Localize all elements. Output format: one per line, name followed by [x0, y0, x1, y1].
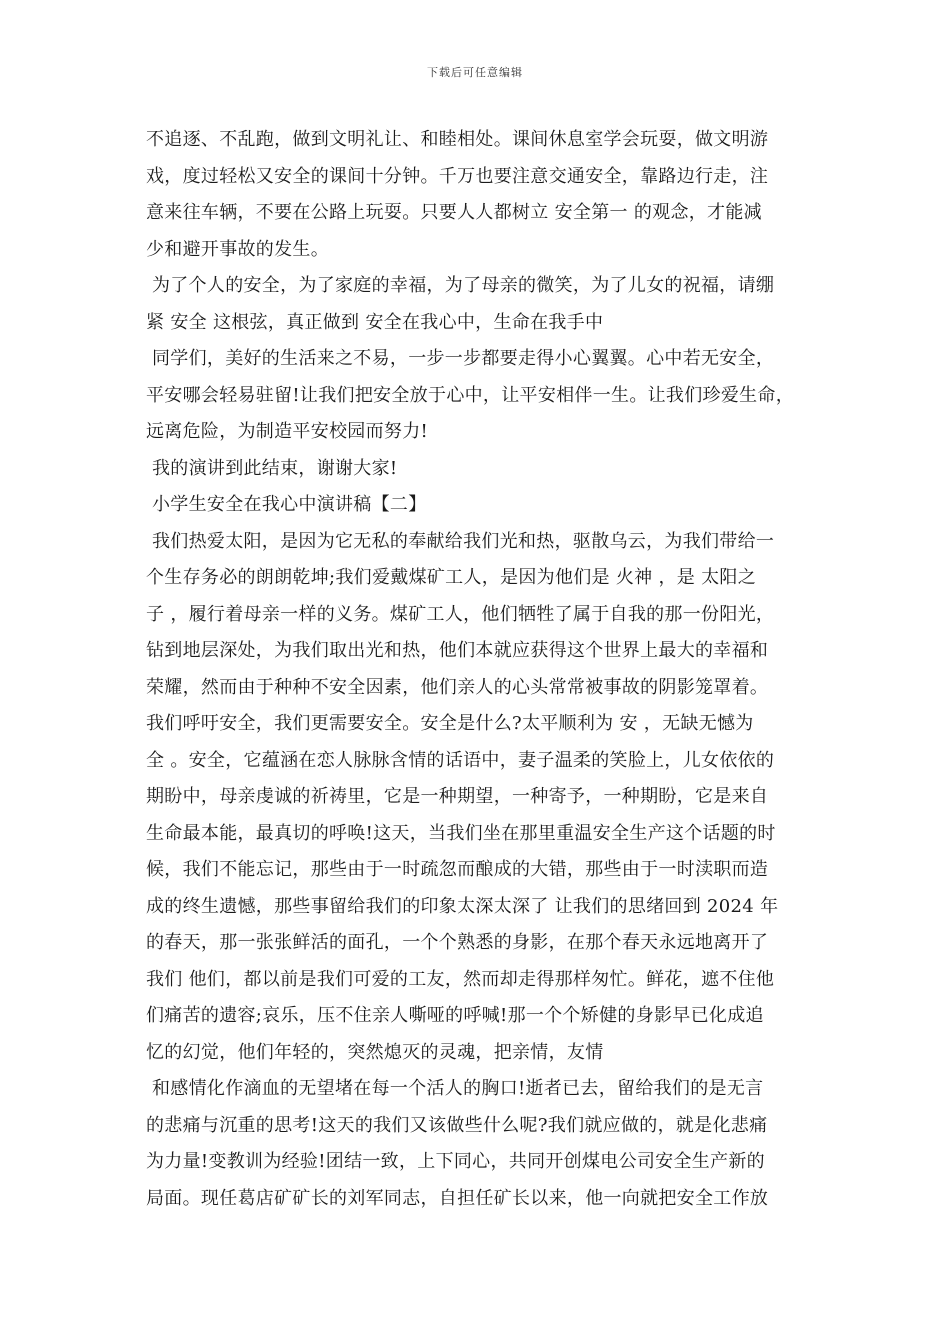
text-line: 荣耀，然而由于种种不安全因素，他们亲人的心头常常被事故的阴影笼罩着。 [146, 676, 769, 698]
text-line: 子 ，履行着母亲一样的义务。煤矿工人，他们牺牲了属于自我的那一份阳光， [146, 603, 775, 625]
text-line: 和感情化作滴血的无望堵在每一个活人的胸口!逝者已去，留给我们的是无言 [152, 1078, 764, 1099]
text-line: 成的终生遗憾，那些事留给我们的印象太深太深了 让我们的思绪回到 2024 年 [146, 895, 779, 917]
text-line: 局面。现任葛店矿矿长的刘军同志，自担任矿长以来，他一向就把安全工作放 [146, 1187, 769, 1209]
text-line: 意来往车辆，不要在公路上玩耍。只要人人都树立 安全第一 的观念，才能减 [146, 202, 762, 223]
section-heading: 小学生安全在我心中演讲稿【二】 [152, 494, 427, 515]
text-line: 紧 安全 这根弦，真正做到 安全在我心中，生命在我手中 [146, 311, 604, 333]
text-line: 候，我们不能忘记，那些由于一时疏忽而酿成的大错，那些由于一时渎职而造 [146, 859, 769, 880]
text-line: 忆的幻觉，他们年轻的，突然熄灭的灵魂，把亲情，友情 [146, 1041, 604, 1063]
text-line: 同学们，美好的生活来之不易，一步一步都要走得小心翼翼。心中若无安全， [152, 348, 775, 369]
text-line: 为了个人的安全，为了家庭的幸福，为了母亲的微笑，为了儿女的祝福，请绷 [152, 275, 775, 296]
text-line: 戏，度过轻松又安全的课间十分钟。千万也要注意交通安全，靠路边行走，注 [146, 165, 769, 187]
text-line: 全 。安全，它蕴涵在恋人脉脉含情的话语中，妻子温柔的笑脸上，儿女依依的 [146, 749, 775, 771]
text-line: 的春天，那一张张鲜活的面孔，一个个熟悉的身影，在那个春天永远地离开了 [146, 932, 769, 953]
text-line: 期盼中，母亲虔诚的祈祷里，它是一种期望，一种寄予，一种期盼，它是来自 [146, 786, 769, 807]
text-line: 我们 他们，都以前是我们可爱的工友，然而却走得那样匆忙。鲜花，遮不住他 [146, 968, 775, 990]
page-header: 下载后可任意编辑 [427, 66, 523, 79]
text-line: 少和避开事故的发生。 [146, 238, 329, 260]
text-line: 远离危险，为制造平安校园而努力! [146, 421, 429, 442]
document-body [146, 122, 821, 1217]
text-line: 为力量!变教训为经验!团结一致，上下同心，共同开创煤电公司安全生产新的 [146, 1151, 765, 1172]
text-line: 们痛苦的遗容;哀乐，压不住亲人嘶哑的呼喊!那一个个矫健的身影早已化成追 [146, 1005, 764, 1026]
text-line: 我们呼吁安全，我们更需要安全。安全是什么?太平顺利为 安 ，无缺无憾为 [146, 713, 754, 734]
text-line: 钻到地层深处，为我们取出光和热，他们本就应获得这个世界上最大的幸福和 [146, 640, 769, 661]
text-line: 个生存务必的朗朗乾坤;我们爱戴煤矿工人，是因为他们是 火神 ，是 太阳之 [146, 567, 757, 588]
text-line: 的悲痛与沉重的思考!这天的我们又该做些什么呢?我们就应做的，就是化悲痛 [146, 1114, 768, 1136]
text-line: 我们热爱太阳，是因为它无私的奉献给我们光和热，驱散乌云，为我们带给一 [152, 530, 775, 552]
text-line: 生命最本能，最真切的呼唤!这天，当我们坐在那里重温安全生产这个话题的时 [146, 822, 776, 844]
text-line: 平安哪会轻易驻留!让我们把安全放于心中，让平安相伴一生。让我们珍爱生命， [146, 384, 795, 406]
text-line: 不追逐、不乱跑，做到文明礼让、和睦相处。课间休息室学会玩耍，做文明游 [146, 129, 769, 150]
text-line: 我的演讲到此结束，谢谢大家! [152, 457, 398, 479]
